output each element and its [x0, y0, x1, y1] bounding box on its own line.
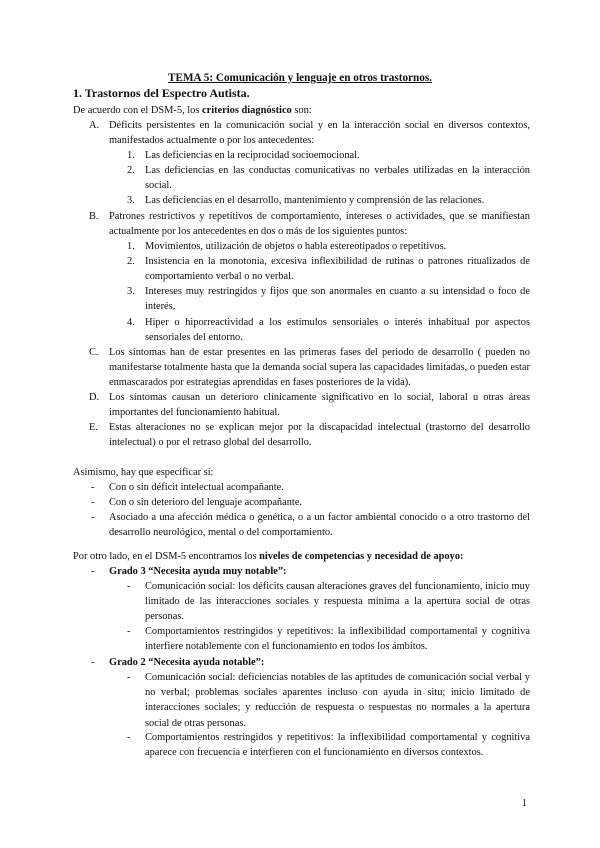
criterion-letter: E.: [89, 422, 98, 433]
criterion-letter: A.: [89, 120, 100, 131]
criterion-a-subitem: Las deficiencias en las conductas comunicativas no verbales utilizadas en la interacción social.: [145, 165, 530, 192]
dash-bullet: -: [91, 512, 95, 523]
dash-bullet: -: [127, 732, 131, 743]
dash-bullet: -: [91, 657, 95, 668]
dash-bullet: -: [127, 581, 131, 592]
dash-bullet: -: [91, 566, 95, 577]
specify-item: Asociado a una afección médica o genética, o a un factor ambiental conocido o a otro trastorno del desarrollo neurológico, mental o del comportamiento.: [109, 512, 530, 539]
criterion-b-subitem: Insistencia en la monotonía, excesiva inflexibilidad de rutinas o patrones ritualizados de comportamiento verbal o no verbal.: [145, 256, 530, 283]
subitem-number: 1.: [127, 241, 135, 252]
subitem-number: 2.: [127, 256, 135, 267]
criterion-a-text: Déficits persistentes en la comunicación social y en la interacción social en diversos contextos, manifestados actualmente o por los antecedentes:: [109, 120, 530, 147]
criterion-d-text: Los síntomas causan un deterioro clínicamente significativo en lo social, laboral u otras áreas importantes del funcionamiento habitual.: [109, 392, 530, 419]
criterion-letter: B.: [89, 211, 99, 222]
subitem-number: 3.: [127, 195, 135, 206]
intro-bold-term: criterios diagnóstico: [202, 105, 292, 116]
specify-item: Con o sin deterioro del lenguaje acompañante.: [109, 497, 303, 508]
criterion-b-subitem: Híper o hiporreactividad a los estímulos sensoriales o interés inhabitual por aspectos sensoriales del entorno.: [145, 317, 530, 344]
criterion-letter: C.: [89, 347, 99, 358]
dash-bullet: -: [91, 497, 95, 508]
subitem-number: 3.: [127, 286, 135, 297]
grade-2-item: Comunicación social: deficiencias notables de las aptitudes de comunicación social verbal y no verbal; problemas sociales aparentes incluso con ayuda in situ; inicio limitado de interacciones sociales; y reducción de respuesta o respuestas no normales a la apertura social de otras personas.: [145, 672, 530, 729]
criterion-b-subitem: Movimientos, utilización de objetos o habla estereotipados o repetitivos.: [145, 241, 447, 252]
dash-bullet: -: [91, 482, 95, 493]
grade-2-heading: Grado 2 “Necesita ayuda notable”:: [109, 657, 265, 668]
criterion-letter: D.: [89, 392, 100, 403]
criterion-b-text: Patrones restrictivos y repetitivos de comportamiento, intereses o actividades, que se manifiestan actualmente por los antecedentes en dos o más de los siguientes puntos:: [109, 211, 530, 238]
section-heading: 1. Trastornos del Espectro Autista.: [73, 86, 250, 100]
subitem-number: 2.: [127, 165, 135, 176]
specify-item: Con o sin déficit intelectual acompañante.: [109, 482, 284, 493]
dash-bullet: -: [127, 672, 131, 683]
criterion-c-text: Los síntomas han de estar presentes en las primeras fases del periodo de desarrollo ( pueden no manifestarse totalmente hasta que la demanda social supera las capacidades limitadas, o pueden estar enmascarados por estrategias aprendidas en fases posteriores de la vida).: [109, 347, 530, 389]
dash-bullet: -: [127, 626, 131, 637]
grade-3-heading: Grado 3 “Necesita ayuda muy notable”:: [109, 566, 287, 577]
criterion-e-text: Estas alteraciones no se explican mejor por la discapacidad intelectual (trastorno del desarrollo intelectual) o por el retraso global del desarrollo.: [109, 422, 530, 449]
grade-2-item: Comportamientos restringidos y repetitivos: la inflexibilidad comportamental y cognitiva aparece con frecuencia e interfieren con el funcionamiento en diversos contextos.: [145, 732, 530, 759]
subitem-number: 4.: [127, 317, 135, 328]
intro-text: De acuerdo con el DSM-5, los: [73, 105, 202, 116]
subitem-number: 1.: [127, 150, 135, 161]
criterion-b-subitem: Intereses muy restringidos y fijos que son anormales en cuanto a su intensidad o foco de interés.: [145, 286, 530, 313]
criterion-a-subitem: Las deficiencias en la reciprocidad socioemocional.: [145, 150, 360, 161]
levels-lead-bold: niveles de competencias y necesidad de apoyo:: [259, 551, 464, 562]
intro-paragraph: [73, 103, 533, 118]
specify-lead: Asimismo, hay que especificar sí:: [73, 467, 214, 478]
document-title: TEMA 5: Comunicación y lenguaje en otros trastornos.: [168, 72, 432, 84]
levels-lead-text: Por otro lado, en el DSM-5 encontramos los: [73, 551, 260, 562]
criterion-a-subitem: Las deficiencias en el desarrollo, mantenimiento y comprensión de las relaciones.: [145, 195, 485, 206]
page-number: 1: [521, 798, 527, 809]
grade-3-item: Comunicación social: los déficits causan alteraciones graves del funcionamiento, inicio muy limitado de las interacciones sociales y respuesta mínima a la apertura social de otras personas.: [145, 581, 530, 623]
levels-lead: [73, 549, 533, 564]
intro-text-end: son:: [291, 105, 312, 116]
grade-3-item: Comportamientos restringidos y repetitivos: la inflexibilidad comportamental y cognitiva interfiere notablemente con el funcionamiento en todos los ámbitos.: [145, 626, 530, 653]
